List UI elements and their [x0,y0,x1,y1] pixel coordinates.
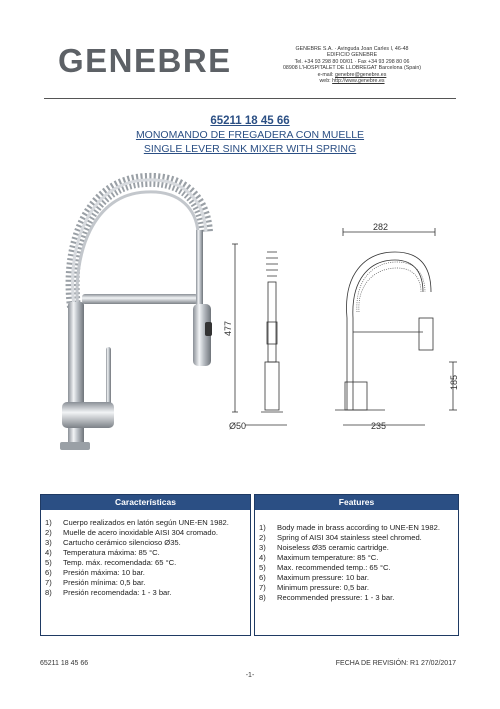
specs-english-list [255,523,458,603]
page-number: -1- [245,672,255,679]
list-item: 4) Maximum temperature: 85 °C. [259,553,379,562]
product-code: 65211 18 45 66 [210,115,290,127]
list-item: 5) Max. recommended temp.: 65 °C. [259,563,391,572]
dim-lower-height: 185 [449,374,459,390]
list-item: 1) Cuerpo realizados en latón según UNE-EN 1982. [45,518,229,527]
technical-drawing [225,222,470,437]
dim-height: 477 [223,320,233,336]
list-item: 3) Cartucho cerámico silencioso Ø35. [45,538,181,547]
title-spanish: MONOMANDO DE FREGADERA CON MUELLE [135,129,365,141]
footer-product-code: 65211 18 45 66 [40,660,89,667]
web-link[interactable]: http://www.genebre.es [332,78,385,85]
specs-spanish-list [41,518,250,598]
address-line: 08908 L'HOSPITALET DE LLOBREGAT Barcelona (Spain) [282,65,422,72]
list-item: 5) Temp. máx. recomendada: 65 °C. [45,558,177,567]
product-title [0,114,500,156]
title-english: SINGLE LEVER SINK MIXER WITH SPRING [143,143,357,155]
dim-width-top: 282 [373,222,389,232]
specs-spanish-heading: Características [41,495,250,510]
email-link[interactable]: genebre@genebre.es [335,71,387,78]
faucet-photo [36,172,226,472]
dim-reach: 235 [371,421,387,431]
header-divider [44,98,456,99]
list-item: 6) Presión máxima: 10 bar. [45,568,145,577]
specs-english-heading: Features [255,495,458,510]
genebre-logo [58,42,248,79]
web-line: web: http://www.genebre.es [319,78,385,85]
dim-diameter: Ø50 [229,421,247,431]
list-item: 8) Recommended pressure: 1 - 3 bar. [259,593,395,602]
email-line: e-mail: genebre@genebre.es [317,71,387,78]
brand-text: GENEBRE [58,42,232,79]
list-item: 8) Presión recomendada: 1 - 3 bar. [45,588,172,597]
footer-revision-date: FECHA DE REVISIÓN: R1 27/02/2017 [335,660,456,667]
list-item: 2) Spring of AISI 304 stainless steel chromed. [259,533,422,542]
list-item: 6) Maximum pressure: 10 bar. [259,573,370,582]
specs-spanish-box [40,494,251,636]
list-item: 1) Body made in brass according to UNE-EN 1982. [259,523,440,532]
company-address [252,46,452,84]
specs-english-box [254,494,459,636]
list-item: 2) Muelle de acero inoxidable AISI 304 cromado. [45,528,218,537]
address-line: EDIFICIO GENEBRE [326,52,378,59]
address-line: Tel. +34 93 298 80 00/01 · Fax +34 93 298 80 06 [294,58,410,65]
list-item: 3) Noiseless Ø35 ceramic cartridge. [259,543,389,552]
list-item: 7) Minimum pressure: 0,5 bar. [259,583,370,592]
list-item: 4) Temperatura máxima: 85 °C. [45,548,160,557]
list-item: 7) Presión mínima: 0,5 bar. [45,578,146,587]
address-line: GENEBRE S.A. · Avinguda Joan Carles I, 46-48 [295,46,409,52]
